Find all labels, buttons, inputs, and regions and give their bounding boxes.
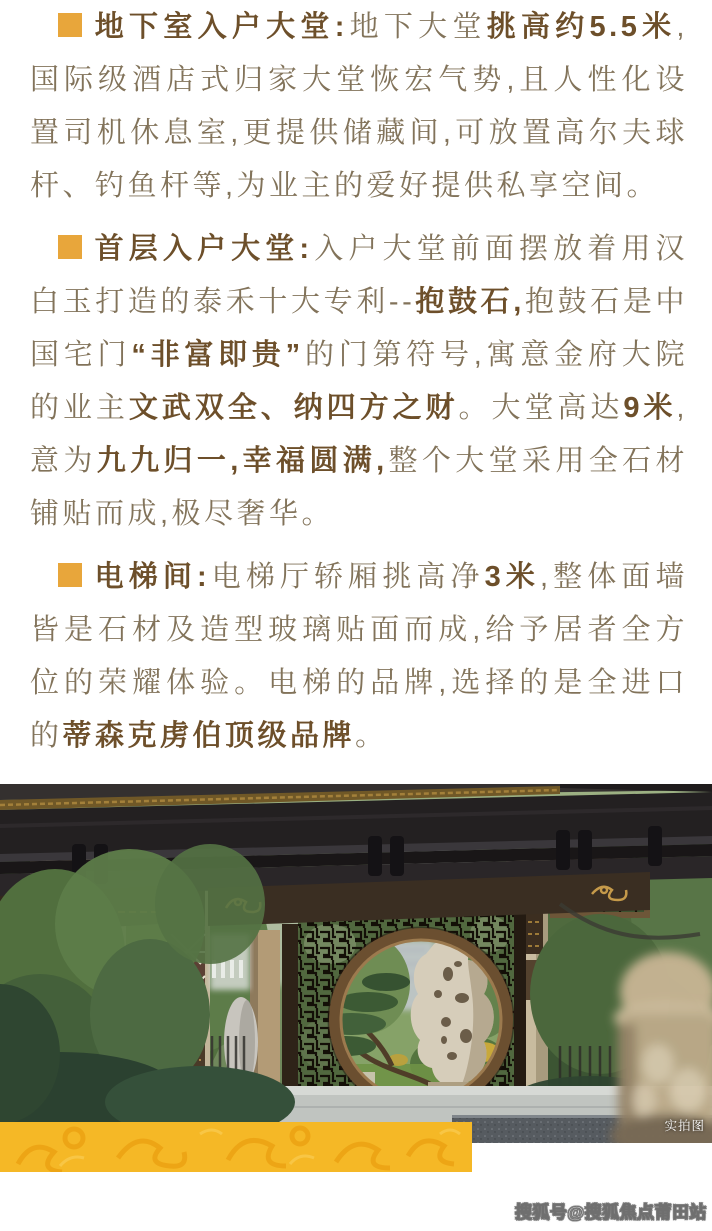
text-segment: 抱鼓石, — [415, 286, 525, 318]
text-segment: 文武双全、纳四方之财 — [128, 392, 459, 424]
bullet-square-icon — [58, 563, 82, 587]
text-segment: 地下室入户大堂: — [93, 11, 348, 43]
text-segment: 九九归一,幸福圆满, — [96, 445, 388, 477]
text-segment: 挑高约5.5米 — [486, 11, 677, 43]
text-segment: ,整体面墙皆是石材及造型玻璃贴面而成,给予居者全方位的荣耀体验。电梯的品牌,选择的是全进口的 — [30, 561, 688, 752]
text-segment: 电梯间: — [93, 561, 211, 593]
text-segment: 3米 — [484, 561, 540, 593]
courtyard-photo — [0, 784, 712, 1143]
text-segment: 。 — [355, 720, 388, 752]
dragon-motif-pattern — [0, 1122, 472, 1172]
text-segment: 整个大堂采用全石材铺贴而成,极尽奢华。 — [30, 445, 688, 530]
bullet-square-icon — [58, 13, 82, 37]
stone-lantern-blur — [610, 952, 712, 1143]
text-segment: 电梯厅轿厢挑高净 — [210, 561, 485, 593]
text-segment: 地下大堂 — [347, 11, 487, 43]
paragraph-ground-floor-lobby — [30, 223, 688, 541]
photo-corner-tag: 实拍图 — [664, 1119, 705, 1133]
paragraph-basement-lobby — [30, 1, 688, 213]
text-segment: 抱鼓石是中国宅门 — [30, 286, 688, 371]
article-body — [30, 1, 688, 773]
text-segment: “非富即贵” — [131, 339, 304, 371]
text-segment: ,意为 — [30, 392, 688, 477]
courtyard-photo-illustration — [0, 784, 712, 1143]
text-segment: 。大堂高达 — [458, 392, 624, 424]
text-segment: 蒂森克虏伯顶级品牌 — [62, 720, 356, 752]
text-segment: 的门第符号,寓意金府大院的业主 — [30, 339, 688, 424]
yellow-banner — [0, 1122, 472, 1172]
paragraph-elevator-hall — [30, 551, 688, 763]
text-segment: 9米 — [623, 392, 677, 424]
text-segment: 首层入户大堂: — [93, 233, 313, 265]
bullet-square-icon — [58, 235, 82, 259]
sohu-watermark: 搜狐号@搜狐焦点莆田站 — [514, 1203, 707, 1222]
text-segment: 入户大堂前面摆放着用汉白玉打造的泰禾十大专利-- — [30, 233, 688, 318]
text-segment: ,国际级酒店式归家大堂恢宏气势,且人性化设置司机休息室,更提供储藏间,可放置高尔夫球杆、钓鱼杆等,为业主的爱好提供私享空间。 — [30, 11, 688, 202]
